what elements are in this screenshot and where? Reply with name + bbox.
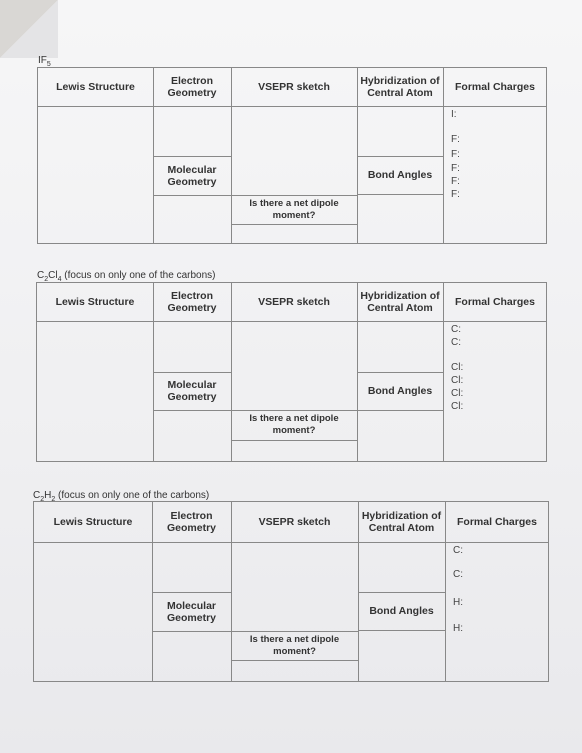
formal-charge-label: C:: [451, 337, 461, 348]
header-hybridization: Hybridization of Central Atom: [361, 510, 442, 534]
header-molecular-geometry: Molecular Geometry: [166, 599, 217, 624]
header-lewis-structure: Lewis Structure: [56, 81, 135, 93]
formal-charge-label: Cl:: [451, 388, 464, 399]
formal-charge-label: C:: [453, 545, 463, 556]
header-dipole-moment: Is there a net dipole moment?: [249, 413, 339, 436]
header-bond-angles: Bond Angles: [367, 385, 433, 397]
header-vsepr-sketch: VSEPR sketch: [258, 516, 331, 528]
formal-charge-label: C:: [451, 324, 461, 335]
formal-charge-label: I:: [451, 109, 457, 120]
header-hybridization: Hybridization of Central Atom: [360, 290, 440, 314]
header-formal-charges: Formal Charges: [455, 81, 535, 93]
header-bond-angles: Bond Angles: [369, 605, 434, 617]
formal-charge-label: F:: [451, 176, 460, 187]
header-dipole-moment: Is there a net dipole moment?: [249, 197, 339, 221]
header-electron-geometry: Electron Geometry: [167, 290, 217, 314]
formal-charge-label: H:: [453, 623, 463, 634]
formal-charge-label: Cl:: [451, 401, 464, 412]
header-lewis-structure: Lewis Structure: [55, 296, 135, 308]
header-vsepr-sketch: VSEPR sketch: [258, 296, 330, 308]
header-bond-angles: Bond Angles: [367, 169, 433, 181]
header-molecular-geometry: Molecular Geometry: [167, 163, 217, 188]
molecule-table: [36, 282, 547, 462]
section-title: $IF_5$: [38, 55, 51, 68]
header-formal-charges: Formal Charges: [457, 516, 537, 528]
header-dipole-moment: Is there a net dipole moment?: [249, 633, 340, 657]
formal-charge-label: F:: [451, 134, 460, 145]
formal-charge-label: F:: [451, 189, 460, 200]
section-title: $C_2H_2$ (focus on only one of the carbons): [33, 490, 210, 503]
header-formal-charges: Formal Charges: [455, 296, 535, 308]
header-electron-geometry: Electron Geometry: [166, 510, 217, 534]
header-lewis-structure: Lewis Structure: [53, 516, 133, 528]
formal-charge-label: Cl:: [451, 362, 464, 373]
formal-charge-label: C:: [453, 569, 463, 580]
header-electron-geometry: Electron Geometry: [167, 75, 217, 99]
formal-charge-label: H:: [453, 597, 463, 608]
molecule-table: [37, 67, 547, 244]
folded-corner-flap: [0, 0, 58, 58]
header-molecular-geometry: Molecular Geometry: [167, 379, 217, 403]
header-hybridization: Hybridization of Central Atom: [360, 75, 440, 99]
molecule-table: [33, 501, 549, 682]
formal-charge-label: Cl:: [451, 375, 464, 386]
header-vsepr-sketch: VSEPR sketch: [258, 81, 330, 93]
section-title: $C_2Cl_4$ (focus on only one of the carbons): [37, 270, 216, 283]
formal-charge-label: F:: [451, 149, 460, 160]
formal-charge-label: F:: [451, 163, 460, 174]
